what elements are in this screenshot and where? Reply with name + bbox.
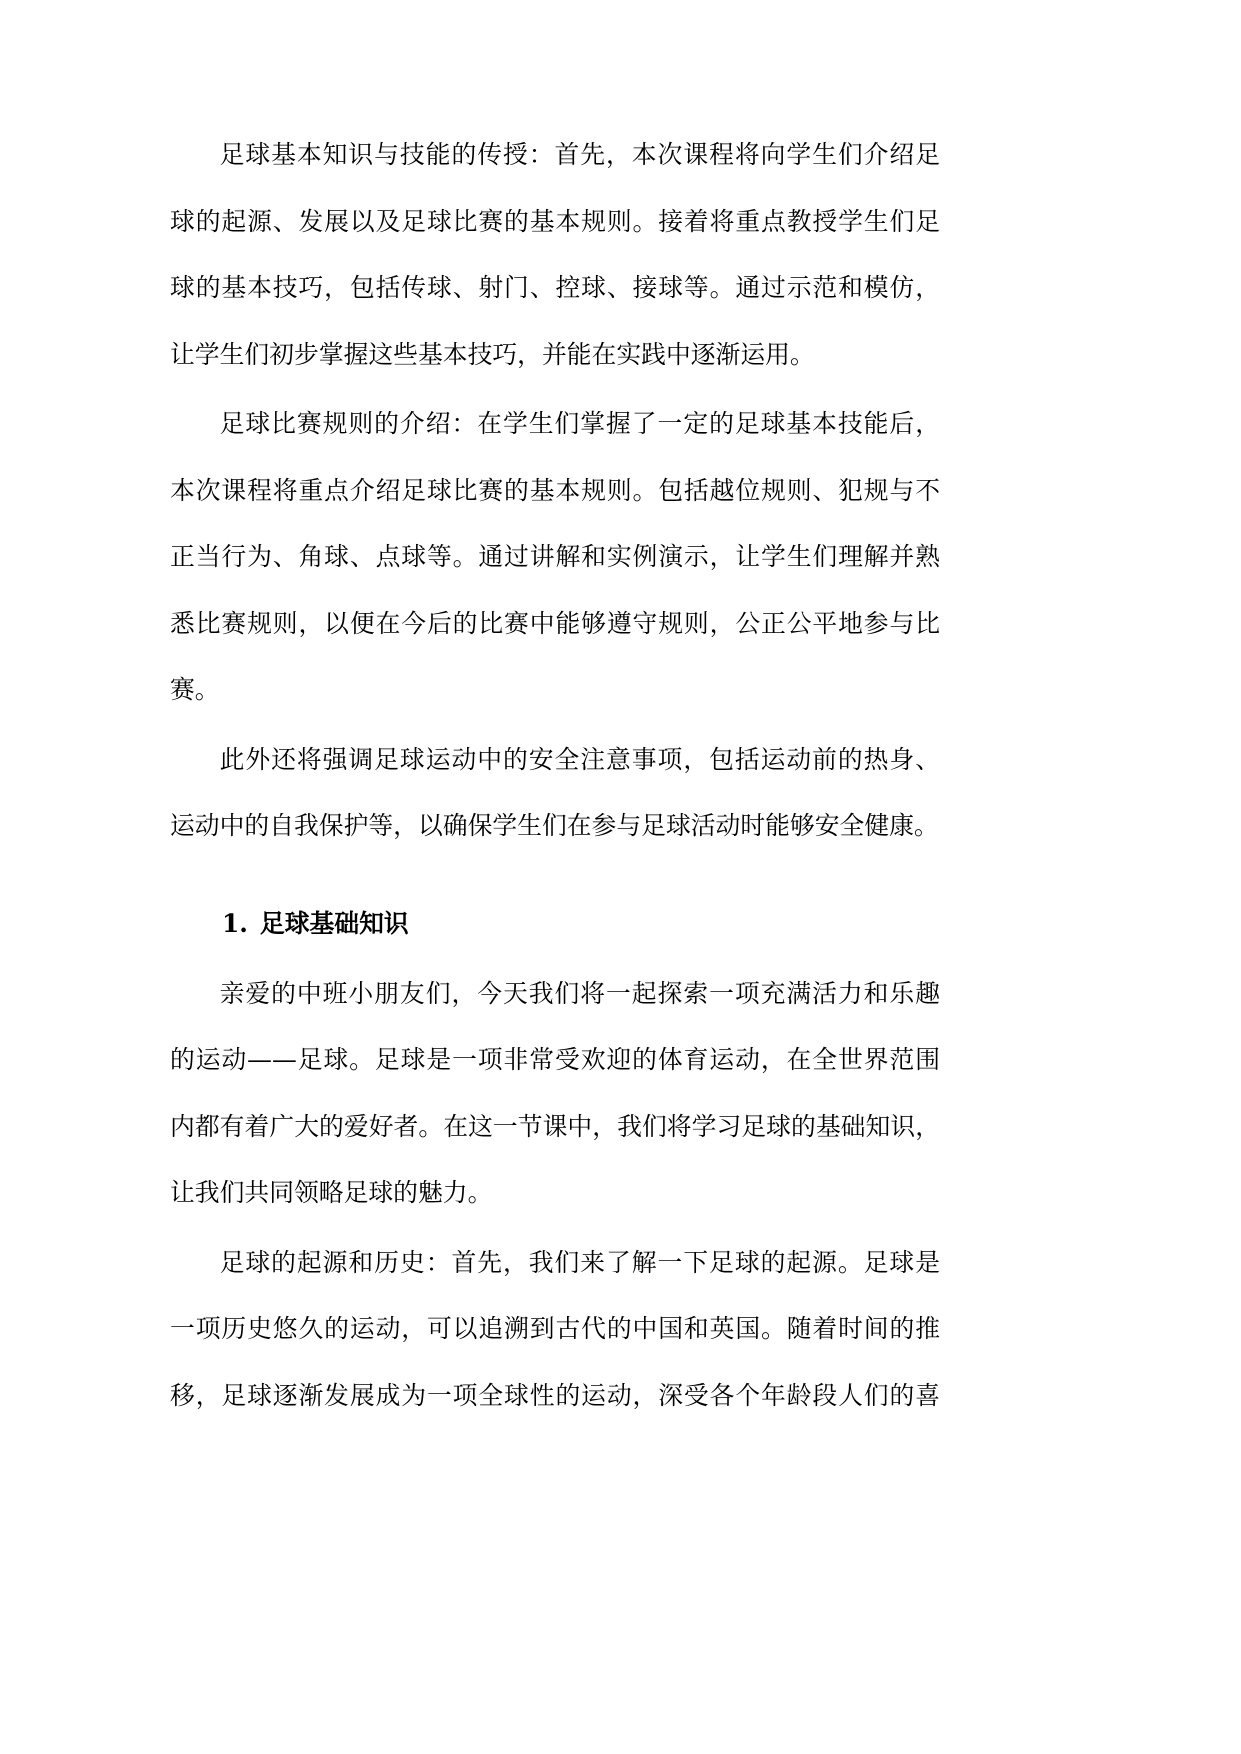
text-line: 让我们共同领略足球的魅力。 [170, 1178, 493, 1207]
text-line: 的运动——足球。足球是一项非常受欢迎的体育运动，在全世界范围 [170, 1045, 940, 1074]
text-line: 亲爱的中班小朋友们，今天我们将一起探索一项充满活力和乐趣 [219, 978, 940, 1008]
section-heading [170, 891, 940, 958]
paragraph-rules-intro [170, 391, 940, 724]
text-line: 正当行为、角球、点球等。通过讲解和实例演示，让学生们理解并熟 [170, 542, 940, 571]
text-line: 运动中的自我保护等，以确保学生们在参与足球活动时能够安全健康。 [170, 811, 939, 840]
text-line: 足球基本知识与技能的传授：首先，本次课程将向学生们介绍足 [219, 140, 940, 169]
paragraph-skills-teaching [170, 122, 940, 388]
text-line: 一项历史悠久的运动，可以追溯到古代的中国和英国。随着时间的推 [170, 1314, 940, 1343]
text-line: 悉比赛规则，以便在今后的比赛中能够遵守规则，公正公平地参与比 [170, 608, 940, 638]
text-line: 足球比赛规则的介绍：在学生们掌握了一定的足球基本技能后， [219, 409, 940, 438]
text-line: 移，足球逐渐发展成为一项全球性的运动，深受各个年龄段人们的喜 [170, 1380, 940, 1410]
heading-title: 足球基础知识 [259, 909, 409, 938]
paragraph-origin-history [170, 1230, 940, 1430]
text-line: 让学生们初步掌握这些基本技巧，并能在实践中逐渐运用。 [170, 339, 815, 369]
paragraph-safety [170, 727, 940, 860]
document-body [170, 122, 940, 1429]
text-line: 本次课程将重点介绍足球比赛的基本规则。包括越位规则、犯规与不 [170, 475, 940, 505]
heading-number: 1. [222, 909, 248, 938]
text-line: 此外还将强调足球运动中的安全注意事项，包括运动前的热身、 [219, 744, 940, 774]
paragraph-greeting [170, 961, 940, 1227]
text-line: 球的起源、发展以及足球比赛的基本规则。接着将重点教授学生们足 [170, 206, 940, 236]
text-line: 球的基本技巧，包括传球、射门、控球、接球等。通过示范和模仿， [170, 273, 940, 302]
text-line: 内都有着广大的爱好者。在这一节课中，我们将学习足球的基础知识， [170, 1111, 940, 1141]
text-line: 赛。 [170, 675, 220, 704]
text-line: 足球的起源和历史：首先，我们来了解一下足球的起源。足球是 [219, 1247, 940, 1277]
